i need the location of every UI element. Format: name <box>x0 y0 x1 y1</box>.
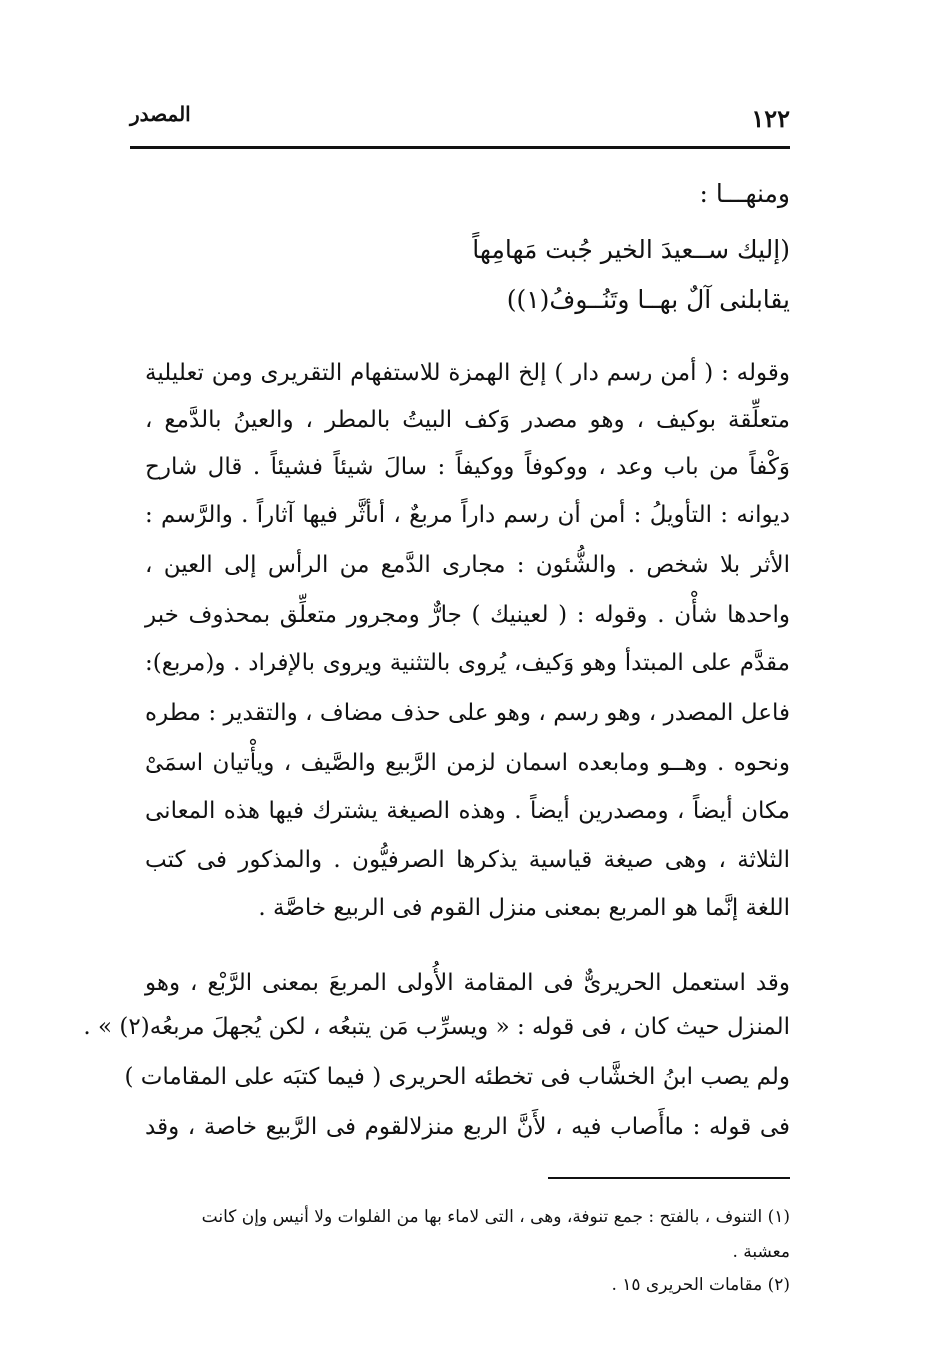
footnote-1: (١) التنوف ، بالفتح : جمع تنوفة، وهى ، التى لاماء بها من الفلوات ولا أنيس وإن كانت <box>201 1207 790 1227</box>
paragraph1-line: ونحوه . وهــو ومابعده اسمان لزمن الرَّبيع والصَّيف ، ويأْتيان اسمَىْ <box>145 750 790 776</box>
paragraph1-line: ديوانه : التأويلُ : أمن أن رسم داراً مربعٌ ، أىأثَّر فيها آثاراً . والرَّسم : <box>145 502 790 528</box>
paragraph2-line: المنزل حيث كان ، فى قوله : « ويسرِّب مَن يتبعُه ، لكن يُجهلَ مربعُه(٢) » . <box>83 1014 790 1040</box>
paragraph1-line: الأثر بلا شخص . والشُّئون : مجارى الدَّمع من الرأس إلى العين ، <box>145 552 790 578</box>
paragraph1-line: مقدَّم على المبتدأ وهو وَكيف، يُروى بالتثنية ويروى بالإفراد . و(مربع): <box>145 650 790 676</box>
verse-line-1: (إليك ســعيدَ الخير جُبت مَهامِهاً <box>472 235 790 264</box>
footnote-rule <box>548 1177 790 1179</box>
intro-line: ومنهـــا : <box>699 179 790 208</box>
paragraph1-line: متعلِّقة بوكيف ، وهو مصدر وَكف البيتُ بالمطر ، والعينُ بالدَّمع ، <box>145 407 790 433</box>
paragraph1-line: مكان أيضاً ، ومصدرين أيضاً . وهذه الصيغة يشترك فيها هذه المعانى <box>145 798 790 824</box>
paragraph2-line: ولم يصب ابنُ الخشَّاب فى تخطئه الحريرى ( فيما كتبَه على المقامات ) <box>124 1064 790 1090</box>
paragraph2-line: فى قوله : ماأَصاب فيه ، لأَنَّ الربع منزلالقوم فى الرَّبيع خاصة ، وقد <box>145 1114 790 1140</box>
footnote-2: (٢) مقامات الحريرى ١٥ . <box>611 1275 790 1295</box>
running-title: المصدر <box>130 102 191 126</box>
paragraph1-line: فاعل المصدر ، وهو رسم ، وهو على حذف مضاف ، والتقدير : مطره <box>145 700 790 726</box>
page-header <box>130 98 790 133</box>
header-rule <box>130 146 790 149</box>
paragraph1-line: وقوله : ( أمن رسم دار ) إلخ الهمزة للاستفهام التقريرى ومن تعليلية <box>145 360 790 386</box>
paragraph2-line: وقد استعمل الحريرىٌّ فى المقامة الأُولى المربعَ بمعنى الرَّبْع ، وهو <box>145 970 790 996</box>
paragraph1-line: اللغة إنَّما هو المربع بمعنى منزل القوم فى الربيع خاصَّة . <box>258 895 790 921</box>
paragraph1-line: وَكْفاً من باب وعد ، ووكوفاً ووكيفاً : سالَ شيئاً فشيئاً . قال شارح <box>145 454 790 480</box>
page-number: ١٢٢ <box>751 104 790 133</box>
paragraph1-line: الثلاثة ، وهى صيغة قياسية يذكرها الصرفيُّون . والمذكور فى كتب <box>145 847 790 873</box>
paragraph1-line: واحدها شأْن . وقوله : ( لعينيك ) جارٌّ ومجرور متعلِّق بمحذوف خبر <box>145 602 790 628</box>
verse-line-2: يقابلنى آلٌ بهــا وتَنُــوفُ(١)) <box>506 285 790 314</box>
footnote-1-continuation: معشبة . <box>732 1242 790 1262</box>
